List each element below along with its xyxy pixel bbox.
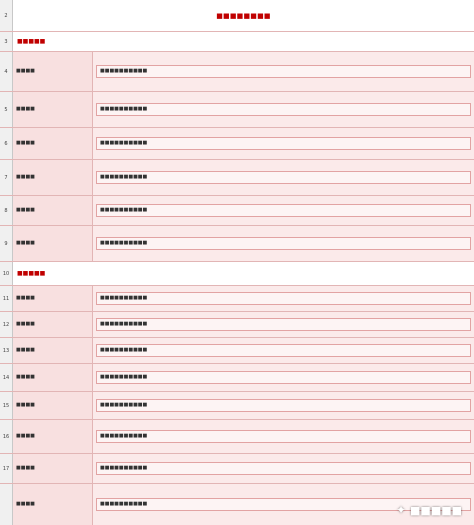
table-row <box>0 392 474 420</box>
table-row <box>0 454 474 484</box>
row-header[interactable]: 6 <box>0 128 13 159</box>
item-cell[interactable]: ■■■■ <box>13 420 93 453</box>
watermark-logo-icon: ✦ <box>395 503 407 517</box>
item-cell[interactable]: ■■■■ <box>13 364 93 391</box>
watermark-text: ■■■■■ <box>410 503 462 517</box>
item-cell[interactable]: ■■■■ <box>13 454 93 483</box>
row-header[interactable]: 16 <box>0 420 13 453</box>
formula-text: ■■■■■■■■■■ <box>96 292 471 305</box>
item-cell[interactable]: ■■■■ <box>13 226 93 261</box>
item-cell[interactable]: ■■■■ <box>13 392 93 419</box>
formula-cell[interactable] <box>93 338 474 363</box>
table-row <box>0 92 474 128</box>
formula-cell[interactable] <box>93 312 474 337</box>
row-header[interactable]: 7 <box>0 160 13 195</box>
row-header[interactable]: 5 <box>0 92 13 127</box>
row-header[interactable]: 3 <box>0 32 13 51</box>
formula-cell[interactable] <box>93 226 474 261</box>
row-header[interactable]: 4 <box>0 52 13 91</box>
watermark <box>396 503 462 517</box>
title-row <box>0 0 474 32</box>
section-row <box>0 262 474 286</box>
table-row <box>0 196 474 226</box>
item-cell[interactable]: ■■■■ <box>13 128 93 159</box>
row-header[interactable]: 9 <box>0 226 13 261</box>
row-header[interactable]: 12 <box>0 312 13 337</box>
table-row <box>0 420 474 454</box>
formula-text: ■■■■■■■■■■ <box>96 371 471 384</box>
row-header[interactable] <box>0 484 13 525</box>
formula-text: ■■■■■■■■■■ <box>96 171 471 184</box>
formula-text: ■■■■■■■■■■ <box>96 137 471 150</box>
table-row <box>0 160 474 196</box>
formula-text: ■■■■■■■■■■ <box>96 498 471 511</box>
table-row <box>0 286 474 312</box>
formula-text: ■■■■■■■■■■ <box>96 204 471 217</box>
row-header[interactable]: 8 <box>0 196 13 225</box>
section-heading[interactable]: ■■■■■ <box>13 262 474 285</box>
table-row <box>0 128 474 160</box>
formula-text: ■■■■■■■■■■ <box>96 430 471 443</box>
table-row <box>0 338 474 364</box>
formula-cell[interactable] <box>93 160 474 195</box>
row-header[interactable]: 17 <box>0 454 13 483</box>
table-row <box>0 52 474 92</box>
formula-cell[interactable] <box>93 392 474 419</box>
section-heading[interactable]: ■■■■■ <box>13 32 474 51</box>
row-header[interactable]: 10 <box>0 262 13 285</box>
formula-text: ■■■■■■■■■■ <box>96 344 471 357</box>
formula-cell[interactable] <box>93 196 474 225</box>
formula-cell[interactable] <box>93 52 474 91</box>
item-cell[interactable]: ■■■■ <box>13 312 93 337</box>
formula-text: ■■■■■■■■■■ <box>96 318 471 331</box>
table-row <box>0 226 474 262</box>
formula-text: ■■■■■■■■■■ <box>96 237 471 250</box>
row-header[interactable]: 13 <box>0 338 13 363</box>
row-header[interactable]: 14 <box>0 364 13 391</box>
row-header[interactable]: 15 <box>0 392 13 419</box>
formula-text: ■■■■■■■■■■ <box>96 65 471 78</box>
formula-text: ■■■■■■■■■■ <box>96 399 471 412</box>
item-cell[interactable]: ■■■■ <box>13 196 93 225</box>
formula-cell[interactable] <box>93 286 474 311</box>
item-cell[interactable]: ■■■■ <box>13 92 93 127</box>
item-cell[interactable]: ■■■■ <box>13 52 93 91</box>
item-cell[interactable]: ■■■■ <box>13 286 93 311</box>
formula-cell[interactable] <box>93 92 474 127</box>
row-header[interactable]: 11 <box>0 286 13 311</box>
formula-text: ■■■■■■■■■■ <box>96 462 471 475</box>
formula-cell[interactable] <box>93 420 474 453</box>
item-cell[interactable]: ■■■■ <box>13 338 93 363</box>
table-row <box>0 364 474 392</box>
sheet-title[interactable]: ■■■■■■■■ <box>13 0 474 31</box>
formula-cell[interactable] <box>93 454 474 483</box>
formula-cell[interactable] <box>93 128 474 159</box>
item-cell[interactable]: ■■■■ <box>13 484 93 525</box>
item-cell[interactable]: ■■■■ <box>13 160 93 195</box>
section-row <box>0 32 474 52</box>
table-row <box>0 312 474 338</box>
formula-cell[interactable] <box>93 364 474 391</box>
row-header[interactable]: 2 <box>0 0 13 31</box>
formula-text: ■■■■■■■■■■ <box>96 103 471 116</box>
